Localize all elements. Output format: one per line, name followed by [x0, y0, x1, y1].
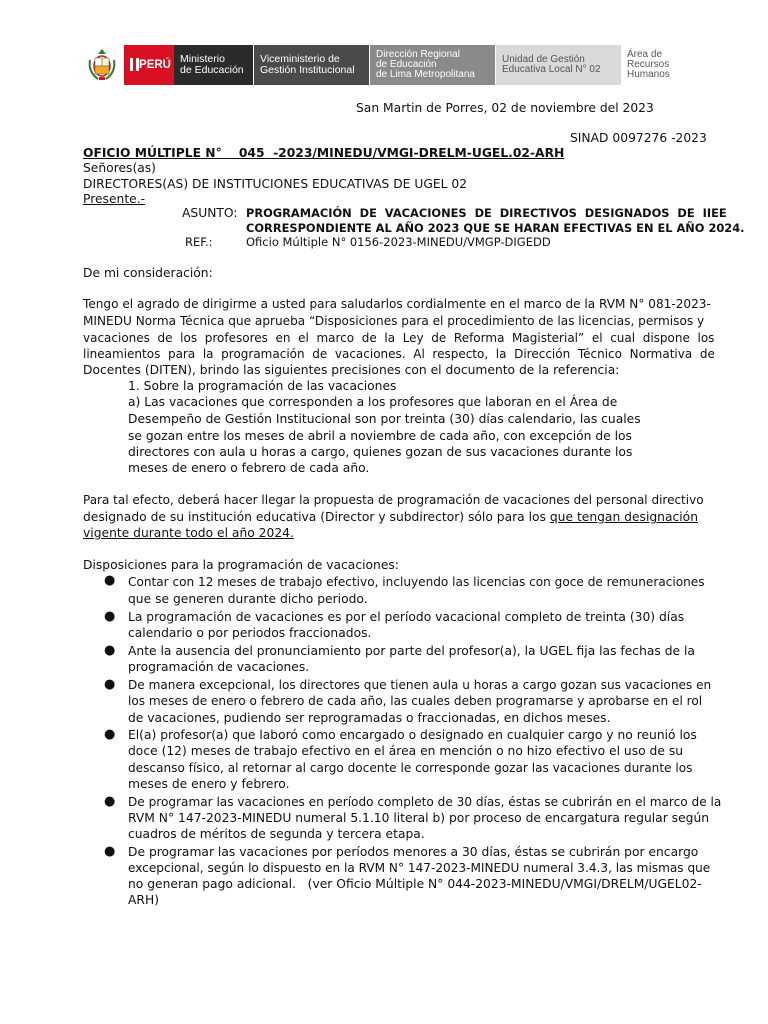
asunto-line-1: PROGRAMACIÓN DE VACACIONES DE DIRECTIVOS DESIGNADOS DE IIEE	[246, 206, 727, 220]
bullet-line: De programar las vacaciones por períodos menores a 30 días, éstas se cubrirán por encargo	[128, 845, 699, 859]
bullet-line: no generan pago adicional. (ver Oficio Múltiple N° 044-2023-MINEDU/VMGI/DRELM/UGEL02-	[128, 877, 702, 891]
para2-line	[83, 509, 698, 526]
bullet-icon: ●	[104, 609, 116, 624]
peru-label: PERÚ	[124, 45, 174, 85]
ref-text: Oficio Múltiple N° 0156-2023-MINEDU/VMGP-DIGEDD	[246, 235, 551, 249]
bullet-line: programación de vacaciones.	[128, 660, 310, 674]
regional-direction-text: Dirección Regional de Educación de Lima Metropolitana	[376, 49, 475, 80]
bullet-line: Contar con 12 meses de trabajo efectivo, incluyendo las licencias con goce de remuneraciones	[128, 575, 705, 589]
bullet-line: que se generen durante dicho periodo.	[128, 592, 368, 606]
asunto-label: ASUNTO:	[182, 206, 238, 220]
item1-title: 1. Sobre la programación de las vacaciones	[128, 379, 397, 393]
para1-line: vacaciones de los profesores en el marco de la Ley de Reforma Magisterial” el cual dispone los	[83, 331, 715, 345]
item1-line: a) Las vacaciones que corresponden a los profesores que laboran en el Área de	[128, 395, 618, 409]
bullet-line: meses de enero y febrero.	[128, 777, 290, 791]
para1-line: lineamientos para la programación de vacaciones. Al respecto, la Dirección Técnico Normativa de	[83, 347, 715, 361]
para2-line: Para tal efecto, deberá hacer llegar la propuesta de programación de vacaciones del personal directivo	[83, 493, 704, 507]
bullet-line: De manera excepcional, los directores que tienen aula u horas a cargo gozan sus vacaciones en	[128, 678, 712, 692]
ugel-text: Unidad de Gestión Educativa Local N° 02	[502, 54, 601, 75]
ministry-text: Ministerio de Educación	[180, 53, 244, 76]
bullet-icon: ●	[104, 794, 116, 809]
item1-line: directores con aula u horas a cargo, quienes gozan de sus vacaciones durante los	[128, 445, 633, 459]
salutation: Señores(as)	[83, 161, 156, 175]
bullet-icon: ●	[104, 727, 116, 742]
bullet-line: ARH)	[128, 893, 160, 907]
para2-text: designado de su institución educativa (Director y subdirector) sólo para los	[83, 510, 550, 524]
bullet-icon: ●	[104, 643, 116, 658]
bullet-line: calendario o por periodos fraccionados.	[128, 626, 372, 640]
bullet-icon: ●	[104, 844, 116, 859]
oficio-number: OFICIO MÚLTIPLE N° 045 -2023/MINEDU/VMGI-DRELM-UGEL.02-ARH	[83, 146, 565, 160]
bullet-line: Ante la ausencia del pronunciamiento por parte del profesor(a), la UGEL fija las fechas de la	[128, 644, 695, 658]
viceministry-text: Viceministerio de Gestión Institucional	[260, 53, 355, 76]
para1-line: MINEDU Norma Técnica que aprueba “Disposiciones para el procedimiento de las licencias, permisos y	[83, 314, 705, 328]
para1-line: Tengo el agrado de dirigirme a usted para saludarlos cordialmente en el marco de la RVM N° 081-2023-	[83, 297, 711, 311]
bullet-line: cuadros de méritos de segunda y tercera etapa.	[128, 827, 425, 841]
bullet-line: excepcional, según lo dispuesto en la RVM N° 147-2023-MINEDU numeral 3.4.3, las mismas que	[128, 861, 711, 875]
bullet-line: El(a) profesor(a) que laboró como encargado o designado en cualquier cargo y no reunió los	[128, 728, 697, 742]
item1-line: Desempeño de Gestión Institucional son por treinta (30) días calendario, las cuales	[128, 412, 641, 426]
bullet-icon: ●	[104, 677, 116, 692]
bullet-icon: ●	[104, 573, 116, 588]
ref-label: REF.:	[185, 235, 213, 249]
bullet-line: doce (12) meses de trabajo efectivo en el área en mención o no hizo efectivo el uso de su	[128, 744, 684, 758]
presente: Presente.-	[83, 192, 146, 206]
bullet-line: RVM N° 147-2023-MINEDU numeral 5.1.10 literal b) por proceso de encargatura regular según	[128, 811, 710, 825]
bullet-line: descanso físico, al retornar al cargo docente le corresponde gozar las vacaciones durante los	[128, 761, 693, 775]
greeting: De mi consideración:	[83, 266, 213, 280]
dispositions-title: Disposiciones para la programación de vacaciones:	[83, 558, 399, 572]
area-text: Área de Recursos Humanos	[627, 49, 670, 80]
sinad-number: SINAD 0097276 -2023	[570, 131, 707, 145]
bullet-line: De programar las vacaciones en período completo de 30 días, éstas se cubrirán en el marco de la	[128, 795, 722, 809]
bullet-line: de vacaciones, pudiendo ser reprogramadas o fraccionadas, en dichos meses.	[128, 711, 611, 725]
asunto-line-2: CORRESPONDIENTE AL AÑO 2023 QUE SE HARAN EFECTIVAS EN EL AÑO 2024.	[246, 221, 745, 235]
bullet-line: los meses de enero o febrero de cada año, las cuales deben programarse y aprobarse en el rol	[128, 694, 703, 708]
para1-line: Docentes (DITEN), brindo las siguientes precisiones con el documento de la referencia:	[83, 363, 620, 377]
para2-underlined: que tengan designación	[549, 510, 698, 524]
item1-line: se gozan entre los meses de abril a noviembre de cada año, con excepción de los	[128, 429, 632, 443]
recipients: DIRECTORES(AS) DE INSTITUCIONES EDUCATIVAS DE UGEL 02	[83, 177, 468, 191]
bullet-line: La programación de vacaciones es por el período vacacional completo de treinta (30) días	[128, 610, 685, 624]
item1-line: meses de enero o febrero de cada año.	[128, 461, 370, 475]
para2-underlined-line: vigente durante todo el año 2024.	[83, 526, 294, 540]
place-date: San Martin de Porres, 02 de noviembre del 2023	[356, 101, 654, 115]
